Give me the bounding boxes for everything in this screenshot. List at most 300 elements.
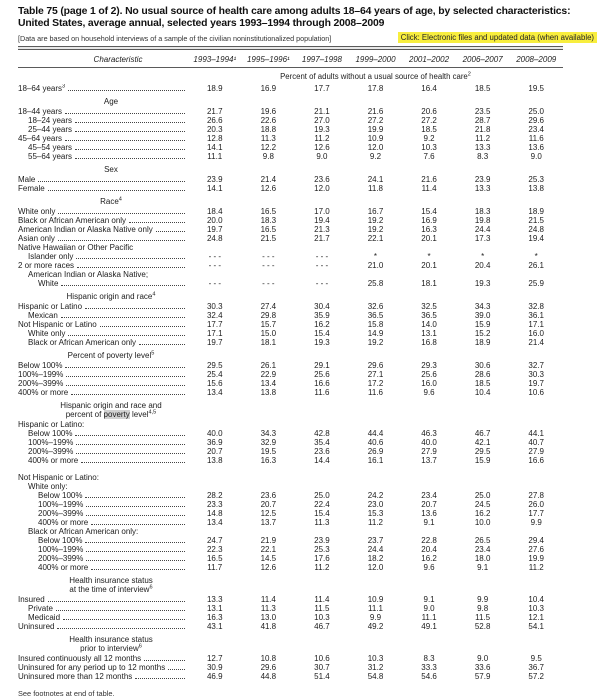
- cell-value: 16.9: [421, 216, 437, 225]
- cell-value: 9.8: [262, 152, 274, 161]
- cell-value: 54.8: [367, 672, 384, 681]
- cell-value: 10.6: [528, 388, 544, 397]
- cell-value: 29.6: [528, 116, 544, 125]
- cell-value: 18.4: [206, 207, 223, 216]
- cell-value: 24.5: [474, 500, 491, 509]
- cell-value: 27.8: [528, 491, 544, 500]
- cell-value: 11.2: [475, 134, 491, 143]
- cell-value: 57.2: [528, 672, 544, 681]
- row-label: 45–64 years: [18, 134, 188, 143]
- cell-value: 23.4: [421, 491, 437, 500]
- cell-value: 10.8: [260, 654, 277, 663]
- cell-value: 23.6: [314, 175, 330, 184]
- cell-value: 11.1: [368, 604, 383, 613]
- cell-value: 46.7: [474, 429, 491, 438]
- cell-value: 19.2: [367, 338, 384, 347]
- table-row: [18, 116, 563, 125]
- cell-value: 12.5: [260, 509, 277, 518]
- cell-value: 11.4: [421, 184, 437, 193]
- cell-value: 11.1: [421, 613, 437, 622]
- cell-value: 10.6: [314, 654, 330, 663]
- cell-value: 27.2: [421, 116, 437, 125]
- section-header: Percent of poverty level$^5$: [67, 350, 155, 360]
- cell-value: 19.3: [314, 125, 330, 134]
- cell-value: 30.3: [528, 370, 544, 379]
- cell-value: 23.5: [474, 107, 491, 116]
- dot-leader: [100, 326, 185, 327]
- cell-value: 15.7: [260, 320, 277, 329]
- cell-value: 20.1: [421, 234, 437, 243]
- cell-value: - - -: [262, 279, 275, 288]
- dot-leader: [65, 113, 185, 114]
- row-label: Male: [18, 175, 188, 184]
- search-highlight: poverty: [103, 410, 130, 419]
- cell-value: 12.6: [260, 184, 277, 193]
- cell-value: 16.2: [314, 320, 330, 329]
- cell-value: 22.1: [260, 545, 277, 554]
- cell-value: *: [534, 252, 538, 261]
- cell-value: 16.5: [260, 207, 277, 216]
- cell-value: 26.9: [367, 447, 384, 456]
- dot-leader: [66, 376, 185, 377]
- table-row: [18, 261, 563, 270]
- cell-value: 30.9: [206, 663, 223, 672]
- cell-value: 15.6: [206, 379, 223, 388]
- cell-value: 42.8: [314, 429, 330, 438]
- cell-value: 36.5: [367, 311, 384, 320]
- dot-leader: [76, 444, 185, 445]
- cell-value: 25.6: [421, 370, 437, 379]
- dot-leader: [85, 497, 185, 498]
- cell-value: 20.4: [474, 261, 491, 270]
- cell-value: 19.3: [314, 338, 330, 347]
- cell-value: 11.3: [314, 518, 330, 527]
- year-column-header: 2006–2007: [462, 55, 503, 64]
- cell-value: 10.4: [474, 388, 491, 397]
- cell-value: 25.3: [528, 175, 544, 184]
- cell-value: 16.5: [206, 554, 223, 563]
- cell-value: 36.7: [528, 663, 544, 672]
- table-row: [18, 438, 563, 447]
- table-row: [18, 225, 563, 234]
- table-row: [18, 152, 563, 161]
- cell-value: 9.0: [477, 654, 489, 663]
- cell-value: 20.0: [206, 216, 223, 225]
- cell-value: 14.1: [206, 184, 223, 193]
- subtitle-row: [18, 32, 597, 43]
- cell-value: 21.0: [367, 261, 384, 270]
- cell-value: 17.1: [528, 320, 544, 329]
- cell-value: 17.2: [367, 379, 384, 388]
- cell-value: 12.0: [367, 563, 384, 572]
- cell-value: 33.6: [474, 663, 491, 672]
- cell-value: 9.2: [423, 134, 435, 143]
- cell-value: 29.4: [528, 536, 544, 545]
- cell-value: 12.6: [314, 143, 330, 152]
- cell-value: 30.4: [314, 302, 330, 311]
- table-row: [18, 216, 563, 225]
- cell-value: 13.4: [260, 379, 277, 388]
- cell-value: 29.1: [314, 361, 330, 370]
- section-header: Hispanic origin and race and percent of poverty level$^{4,5}$: [60, 401, 162, 419]
- dot-leader: [75, 131, 185, 132]
- cell-value: 44.4: [367, 429, 384, 438]
- dot-leader: [61, 285, 185, 286]
- cell-value: 28.7: [474, 116, 491, 125]
- cell-value: 15.4: [314, 509, 330, 518]
- row-label: 200%–399%: [18, 509, 188, 518]
- row-label: Medicaid: [18, 613, 188, 622]
- cell-value: 16.8: [421, 338, 437, 347]
- row-label: 200%–399%: [18, 554, 188, 563]
- table-row: [18, 509, 563, 518]
- cell-value: 9.1: [423, 595, 435, 604]
- dot-leader: [48, 601, 185, 602]
- cell-value: 10.3: [367, 654, 384, 663]
- cell-value: 57.9: [474, 672, 491, 681]
- row-label: Hispanic or Latino: [18, 302, 188, 311]
- cell-value: 51.4: [314, 672, 330, 681]
- dot-leader: [85, 308, 185, 309]
- section-header: Hispanic origin and race$^4$: [66, 291, 156, 301]
- row-label: Below 100%: [18, 429, 188, 438]
- cell-value: 24.7: [206, 536, 223, 545]
- cell-value: - - -: [208, 261, 221, 270]
- row-label: Uninsured for any period up to 12 months: [18, 663, 188, 672]
- row-label: American Indian or Alaska Native only: [18, 225, 188, 234]
- cell-value: 10.3: [421, 143, 437, 152]
- cell-value: 34.3: [260, 429, 277, 438]
- cell-value: - - -: [315, 261, 329, 270]
- cell-value: 9.1: [477, 563, 489, 572]
- cell-value: 23.0: [367, 500, 384, 509]
- cell-value: 19.4: [528, 234, 544, 243]
- table-row: [18, 134, 563, 143]
- cell-value: 36.5: [421, 311, 437, 320]
- cell-value: 23.7: [367, 536, 384, 545]
- cell-value: 27.6: [528, 545, 544, 554]
- dot-leader: [86, 515, 185, 516]
- dot-leader: [85, 542, 185, 543]
- row-label: Uninsured more than 12 months: [18, 672, 188, 681]
- dot-leader: [63, 619, 185, 620]
- row-label: 400% or more: [18, 388, 188, 397]
- cell-value: 23.9: [474, 175, 491, 184]
- table-row: [18, 604, 563, 613]
- dot-leader: [135, 678, 185, 679]
- cell-value: *: [481, 252, 485, 261]
- dot-leader: [57, 628, 185, 629]
- cell-value: 27.2: [367, 116, 384, 125]
- cell-value: 10.3: [314, 613, 330, 622]
- cell-value: 9.2: [369, 152, 382, 161]
- cell-value: 14.0: [421, 320, 437, 329]
- cell-value: 19.5: [260, 447, 277, 456]
- table-row: [18, 456, 563, 465]
- dot-leader: [75, 435, 185, 436]
- statistics-table: [18, 46, 563, 681]
- cell-value: 11.2: [314, 563, 330, 572]
- cell-value: 32.5: [421, 302, 437, 311]
- cell-value: 16.3: [206, 613, 223, 622]
- cell-value: 16.5: [260, 225, 277, 234]
- cell-value: 13.4: [206, 518, 223, 527]
- footnote-reference: See footnotes at end of table.: [18, 689, 115, 698]
- cell-value: 19.7: [528, 379, 544, 388]
- year-column-header: 1993–1994¹: [193, 55, 237, 64]
- cell-value: 13.3: [474, 184, 491, 193]
- cell-value: 9.9: [530, 518, 542, 527]
- cell-value: 23.4: [474, 545, 491, 554]
- row-label: 200%–399%: [18, 447, 188, 456]
- cell-value: 20.7: [421, 500, 437, 509]
- row-label: 100%–199%: [18, 370, 188, 379]
- cell-value: 12.6: [260, 563, 277, 572]
- cell-value: 17.6: [314, 554, 330, 563]
- cell-value: 21.7: [314, 234, 330, 243]
- dot-leader: [156, 231, 185, 232]
- row-label: 100%–199%: [18, 545, 188, 554]
- table-row: [18, 207, 563, 216]
- cell-value: 25.8: [367, 279, 384, 288]
- row-label: 400% or more: [18, 456, 188, 465]
- dot-leader: [76, 453, 185, 454]
- cell-value: 17.3: [474, 234, 491, 243]
- table-row: [18, 491, 563, 500]
- cell-value: 26.1: [260, 361, 277, 370]
- table-row: [18, 536, 563, 545]
- table-row: [18, 613, 563, 622]
- cell-value: 29.6: [367, 361, 384, 370]
- cell-value: 9.6: [423, 563, 435, 572]
- cell-value: 20.6: [421, 107, 437, 116]
- cell-value: 49.2: [367, 622, 384, 631]
- cell-value: 15.0: [260, 329, 277, 338]
- cell-value: 11.1: [207, 152, 223, 161]
- cell-value: 13.3: [474, 143, 491, 152]
- cell-value: 18.8: [260, 125, 277, 134]
- row-label: Not Hispanic or Latino:: [18, 473, 99, 482]
- cell-value: 13.7: [421, 456, 437, 465]
- cell-value: 9.0: [423, 604, 435, 613]
- row-label: Native Hawaiian or Other Pacific: [18, 243, 134, 252]
- cell-value: 9.0: [316, 152, 328, 161]
- cell-value: 10.0: [474, 518, 491, 527]
- row-gap: [18, 465, 563, 473]
- table-row: [18, 338, 563, 347]
- cell-value: 42.1: [474, 438, 491, 447]
- dot-leader: [91, 569, 185, 570]
- table-row: [18, 302, 563, 311]
- cell-value: 7.6: [423, 152, 435, 161]
- cell-value: 20.3: [206, 125, 223, 134]
- row-label: White only: [18, 329, 188, 338]
- cell-value: 20.1: [421, 261, 437, 270]
- cell-value: 16.3: [421, 225, 437, 234]
- cell-value: 25.0: [474, 491, 491, 500]
- cell-value: 9.9: [477, 595, 489, 604]
- cell-value: 28.6: [474, 370, 491, 379]
- cell-value: 39.0: [474, 311, 491, 320]
- cell-value: 28.2: [206, 491, 223, 500]
- table-row: [18, 320, 563, 329]
- cell-value: 21.6: [367, 107, 384, 116]
- cell-value: 46.9: [206, 672, 223, 681]
- cell-value: 20.4: [421, 545, 437, 554]
- cell-value: 15.2: [474, 329, 491, 338]
- cell-value: 27.0: [314, 116, 330, 125]
- row-label: Black or African American only:: [28, 527, 139, 536]
- cell-value: 23.4: [528, 125, 544, 134]
- cell-value: 11.6: [314, 388, 330, 397]
- cell-value: 11.7: [207, 563, 223, 572]
- cell-value: 14.4: [314, 456, 330, 465]
- cell-value: 36.9: [206, 438, 223, 447]
- row-label: Below 100%: [18, 491, 188, 500]
- table-row: [18, 388, 563, 397]
- unit-header: Percent of adults without a usual source of health care$^2$: [280, 71, 471, 81]
- cell-value: 23.6: [314, 447, 330, 456]
- cell-value: 27.4: [260, 302, 277, 311]
- cell-value: 22.4: [314, 500, 330, 509]
- cell-value: 40.7: [528, 438, 544, 447]
- dot-leader: [86, 506, 185, 507]
- cell-value: 29.8: [260, 311, 277, 320]
- cell-value: - - -: [315, 252, 329, 261]
- cell-value: 9.1: [423, 518, 435, 527]
- row-label: 400% or more: [18, 518, 188, 527]
- cell-value: 24.4: [367, 545, 384, 554]
- cell-value: 18.9: [528, 207, 544, 216]
- table-row: [18, 125, 563, 134]
- cell-value: 11.2: [314, 134, 330, 143]
- cell-value: 16.2: [421, 554, 437, 563]
- table-row: [18, 473, 563, 482]
- update-link-banner[interactable]: Click: Electronic files and updated data (when available): [398, 32, 597, 43]
- dot-leader: [144, 660, 185, 661]
- table-body: [18, 84, 563, 681]
- cell-value: 30.6: [474, 361, 491, 370]
- cell-value: 16.0: [528, 329, 544, 338]
- cell-value: 29.6: [260, 663, 277, 672]
- cell-value: 49.1: [421, 622, 437, 631]
- cell-value: 46.3: [421, 429, 437, 438]
- cell-value: 18.2: [367, 554, 384, 563]
- cell-value: 13.6: [421, 509, 437, 518]
- cell-value: 20.7: [206, 447, 223, 456]
- row-label: 200%–399%: [18, 379, 188, 388]
- page-title: Table 75 (page 1 of 2). No usual source of health care among adults 18–64 years of age, by selected characteristics: United States, average annual, selected years 1993–1994 through 2008–2009: [18, 6, 571, 29]
- cell-value: 29.3: [421, 361, 437, 370]
- cell-value: 25.0: [528, 107, 544, 116]
- cell-value: - - -: [208, 279, 221, 288]
- cell-value: 19.8: [474, 216, 491, 225]
- row-label: 2 or more races: [18, 261, 188, 270]
- table-row: [18, 84, 563, 93]
- cell-value: 21.9: [260, 536, 277, 545]
- cell-value: 18.5: [474, 379, 491, 388]
- row-label: Uninsured: [18, 622, 188, 631]
- row-label: White: [18, 279, 188, 288]
- row-label: Asian only: [18, 234, 188, 243]
- cell-value: - - -: [315, 279, 329, 288]
- cell-value: 36.1: [528, 311, 544, 320]
- cell-value: 13.3: [206, 595, 223, 604]
- cell-value: 40.0: [206, 429, 223, 438]
- cell-value: 10.9: [367, 134, 384, 143]
- dot-leader: [38, 181, 185, 182]
- dot-leader: [68, 90, 185, 91]
- section-header: Health insurance status at the time of interview$^6$: [69, 576, 153, 594]
- cell-value: 8.3: [423, 654, 435, 663]
- row-label: White only:: [28, 482, 68, 491]
- cell-value: 17.7: [528, 509, 544, 518]
- cell-value: 24.8: [528, 225, 544, 234]
- row-label: Islander only: [18, 252, 188, 261]
- cell-value: - - -: [262, 261, 275, 270]
- cell-value: 30.3: [206, 302, 223, 311]
- row-label: Not Hispanic or Latino: [18, 320, 188, 329]
- cell-value: 44.8: [260, 672, 277, 681]
- table-row: [18, 622, 563, 631]
- cell-value: 16.6: [314, 379, 330, 388]
- cell-value: 32.7: [528, 361, 544, 370]
- cell-value: 21.6: [421, 175, 437, 184]
- cell-value: 13.7: [260, 518, 277, 527]
- table-row: [18, 184, 563, 193]
- table-row: [18, 379, 563, 388]
- row-label: American Indian or Alaska Native;: [28, 270, 149, 279]
- section-header: Age: [103, 97, 119, 106]
- table-row: [18, 429, 563, 438]
- cell-value: 16.4: [421, 84, 437, 93]
- cell-value: 52.8: [474, 622, 491, 631]
- cell-value: 14.5: [260, 554, 277, 563]
- row-label: White only: [18, 207, 188, 216]
- year-column-header: 2001–2002: [409, 55, 450, 64]
- row-label: Below 100%: [18, 536, 188, 545]
- cell-value: 34.3: [474, 302, 491, 311]
- cell-value: 19.7: [206, 338, 223, 347]
- cell-value: 54.6: [421, 672, 437, 681]
- cell-value: 18.3: [474, 207, 491, 216]
- cell-value: 17.8: [367, 84, 384, 93]
- cell-value: 18.5: [421, 125, 437, 134]
- row-label: 400% or more: [18, 563, 188, 572]
- dot-leader: [168, 669, 185, 670]
- cell-value: 10.4: [528, 595, 544, 604]
- cell-value: 10.3: [528, 604, 544, 613]
- cell-value: 16.1: [367, 456, 384, 465]
- cell-value: 15.4: [421, 207, 437, 216]
- cell-value: 26.6: [206, 116, 223, 125]
- row-label: Black or African American only: [18, 216, 188, 225]
- cell-value: 15.4: [314, 329, 330, 338]
- cell-value: 12.7: [206, 654, 223, 663]
- cell-value: 17.7: [206, 320, 223, 329]
- row-label: 100%–199%: [18, 500, 188, 509]
- table-row: [18, 270, 563, 279]
- cell-value: 15.9: [474, 456, 491, 465]
- table-row: [18, 447, 563, 456]
- table-row: [18, 252, 563, 261]
- cell-value: 13.8: [260, 388, 277, 397]
- cell-value: 16.6: [528, 456, 544, 465]
- cell-value: 35.9: [314, 311, 330, 320]
- cell-value: 19.2: [367, 216, 384, 225]
- cell-value: 11.3: [260, 134, 276, 143]
- cell-value: 16.2: [474, 509, 491, 518]
